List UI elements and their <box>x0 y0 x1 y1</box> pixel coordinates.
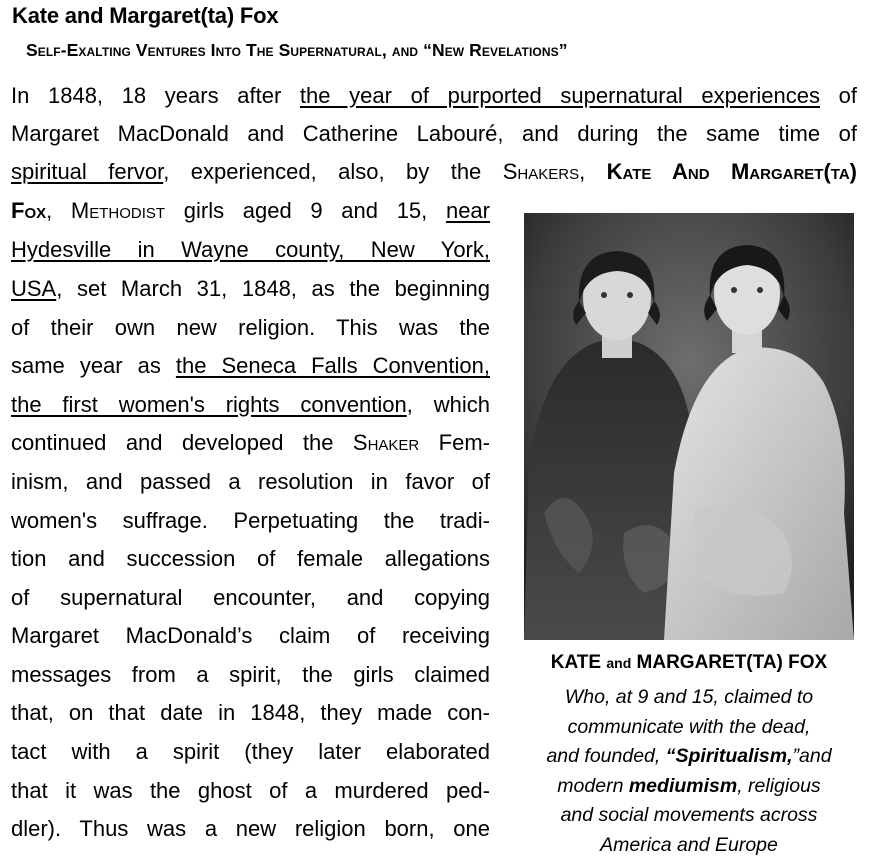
body-line-7: of their own new religion. This was the <box>11 313 490 343</box>
shakers-term: Shakers <box>503 159 579 184</box>
body-line-1: In 1848, 18 years after the year of purported supernatural experiences of <box>11 81 857 111</box>
body-line-19: that it was the ghost of a murdered ped- <box>11 776 490 806</box>
link-supernatural-experiences[interactable]: the year of purported supernatural experiences <box>300 83 820 108</box>
body-line-20: dler). Thus was a new religion born, one <box>11 814 490 844</box>
body-line-4: Fox, Methodist girls aged 9 and 15, near <box>11 196 490 226</box>
link-hydesville-cont[interactable]: Hydesville in Wayne county, New York, <box>11 237 490 262</box>
methodist-term: Methodist <box>71 198 165 223</box>
link-womens-rights-convention[interactable]: the first women's rights convention <box>11 392 407 417</box>
body-line-16: messages from a spirit, the girls claimed <box>11 660 490 690</box>
body-line-12: women's suffrage. Perpetuating the tradi- <box>11 506 490 536</box>
caption-line-2: communicate with the dead, <box>524 713 854 743</box>
article-subtitle: Self-Exalting Ventures Into The Supernatural, and “New Revelations” <box>26 40 568 61</box>
link-usa[interactable]: USA <box>11 276 56 301</box>
portrait-photo-icon <box>524 213 854 640</box>
body-line-10: continued and developed the Shaker Fem- <box>11 428 490 458</box>
link-spiritual-fervor[interactable]: spiritual fervor <box>11 159 163 184</box>
article-title: Kate and Margaret(ta) Fox <box>12 3 278 29</box>
body-line-14: of supernatural encounter, and copying <box>11 583 490 613</box>
body-line-3: spiritual fervor, experienced, also, by the Shakers, Kate And Margaret(ta) <box>11 157 857 187</box>
fox-sisters-name: Kate And Margaret(ta) <box>607 159 857 184</box>
body-line-9: the first women's rights convention, which <box>11 390 490 420</box>
body-line-8: same year as the Seneca Falls Convention, <box>11 351 490 381</box>
body-line-15: Margaret MacDonald’s claim of receiving <box>11 621 490 651</box>
caption-line-3: and founded, “Spiritualism,”and <box>524 742 854 772</box>
caption-line-4: modern mediumism, religious <box>524 772 854 802</box>
body-line-18: tact with a spirit (they later elaborated <box>11 737 490 767</box>
body-line-13: tion and succession of female allegations <box>11 544 490 574</box>
caption-line-1: Who, at 9 and 15, claimed to <box>524 683 854 713</box>
link-seneca-falls[interactable]: the Seneca Falls Convention, <box>176 353 490 378</box>
body-line-11: inism, and passed a resolution in favor of <box>11 467 490 497</box>
caption-line-6: America and Europe <box>524 831 854 860</box>
portrait-photo <box>524 213 854 640</box>
body-line-5 <box>11 235 490 265</box>
body-line-17: that, on that date in 1848, they made con- <box>11 698 490 728</box>
caption-line-5: and social movements across <box>524 801 854 831</box>
photo-caption <box>524 683 854 860</box>
link-hydesville[interactable]: near <box>446 198 490 223</box>
photo-caption-title: KATE and MARGARET(TA) FOX <box>524 652 854 674</box>
body-line-6: USA, set March 31, 1848, as the beginning <box>11 274 490 304</box>
body-line-2: Margaret MacDonald and Catherine Labouré, and during the same time of <box>11 119 857 149</box>
